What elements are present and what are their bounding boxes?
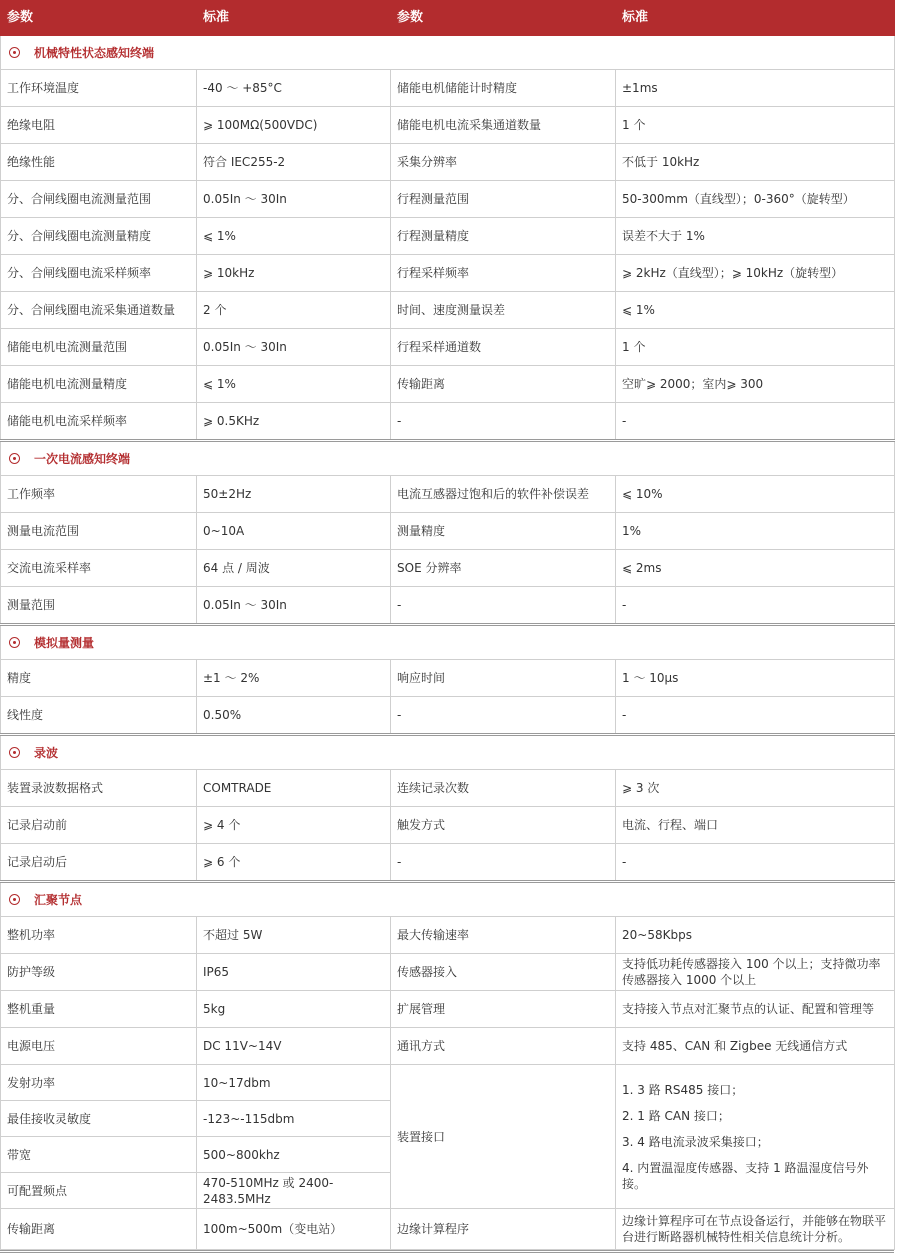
circle-dot-icon <box>9 637 20 648</box>
value-cell: 1 个 <box>616 107 895 144</box>
param-cell: 行程测量精度 <box>391 218 616 255</box>
param-cell: 测量范围 <box>1 587 197 625</box>
param-cell: 连续记录次数 <box>391 770 616 807</box>
section-title: 模拟量测量 <box>34 635 95 650</box>
table-row <box>1 329 895 366</box>
value-cell: 2 个 <box>197 292 391 329</box>
table-row <box>1 292 895 329</box>
value-cell: 5kg <box>197 991 391 1028</box>
param-cell: 测量精度 <box>391 513 616 550</box>
value-cell: 64 点 / 周波 <box>197 550 391 587</box>
param-cell: 储能电机电流测量范围 <box>1 329 197 366</box>
section-title: 汇聚节点 <box>34 892 83 907</box>
section-title-cell <box>1 625 895 660</box>
param-cell: 边缘计算程序 <box>391 1209 616 1250</box>
value-cell: ⩾ 4 个 <box>197 807 391 844</box>
param-cell: 记录启动前 <box>1 807 197 844</box>
param-cell: SOE 分辨率 <box>391 550 616 587</box>
value-cell: 支持 485、CAN 和 Zigbee 无线通信方式 <box>616 1028 895 1065</box>
table-row <box>1 807 895 844</box>
param-cell: 绝缘电阻 <box>1 107 197 144</box>
value-cell: 空旷⩾ 2000；室内⩾ 300 <box>616 366 895 403</box>
param-cell: 线性度 <box>1 697 197 735</box>
param-cell: 工作环境温度 <box>1 70 197 107</box>
table-row <box>1 107 895 144</box>
table-row <box>1 255 895 292</box>
param-cell: 整机功率 <box>1 917 197 954</box>
param-cell: 整机重量 <box>1 991 197 1028</box>
param-cell: 工作频率 <box>1 476 197 513</box>
param-cell: 采集分辨率 <box>391 144 616 181</box>
value-cell: - <box>616 844 895 882</box>
value-cell: 20~58Kbps <box>616 917 895 954</box>
table-body <box>1 36 895 1250</box>
value-cell: 不低于 10kHz <box>616 144 895 181</box>
value-cell: ⩽ 2ms <box>616 550 895 587</box>
param-cell: 扩展管理 <box>391 991 616 1028</box>
interface-label-cell: 装置接口 <box>391 1065 616 1209</box>
param-cell: - <box>391 403 616 441</box>
table-row <box>1 917 895 954</box>
section-title-cell <box>1 882 895 917</box>
section-title: 录波 <box>34 745 59 760</box>
value-cell: 边缘计算程序可在节点设备运行，并能够在物联平台进行断路器机械特性相关信息统计分析。 <box>616 1209 895 1250</box>
param-cell: 分、合闸线圈电流采集通道数量 <box>1 292 197 329</box>
table-row <box>1 550 895 587</box>
param-cell: 最佳接收灵敏度 <box>1 1101 197 1137</box>
param-cell: 发射功率 <box>1 1065 197 1101</box>
param-cell: 分、合闸线圈电流采样频率 <box>1 255 197 292</box>
table-row <box>1 587 895 625</box>
table-row <box>1 218 895 255</box>
value-cell: 50-300mm（直线型）；0-360°（旋转型） <box>616 181 895 218</box>
table-row <box>1 144 895 181</box>
value-cell: 50±2Hz <box>197 476 391 513</box>
param-cell: - <box>391 587 616 625</box>
circle-dot-icon <box>9 47 20 58</box>
section-header <box>1 36 895 70</box>
table-row <box>1 954 895 991</box>
value-cell: -40 ～ +85°C <box>197 70 391 107</box>
value-cell: ⩾ 100MΩ(500VDC) <box>197 107 391 144</box>
interface-item: 3. 4 路电流录波采集接口； <box>622 1134 769 1149</box>
table-row <box>1 844 895 882</box>
section-title-cell <box>1 441 895 476</box>
param-cell: 传输距离 <box>391 366 616 403</box>
header-standard-1: 标准 <box>197 1 391 36</box>
value-cell: ⩽ 1% <box>197 218 391 255</box>
param-cell: 行程采样通道数 <box>391 329 616 366</box>
value-cell: ⩾ 0.5KHz <box>197 403 391 441</box>
circle-dot-icon <box>9 747 20 758</box>
value-cell: 支持低功耗传感器接入 100 个以上；支持微功率传感器接入 1000 个以上 <box>616 954 895 991</box>
param-cell: 装置录波数据格式 <box>1 770 197 807</box>
param-cell: 测量电流范围 <box>1 513 197 550</box>
param-cell: - <box>391 844 616 882</box>
param-cell: 交流电流采样率 <box>1 550 197 587</box>
value-cell: -123~-115dbm <box>197 1101 391 1137</box>
param-cell: 传感器接入 <box>391 954 616 991</box>
value-cell: 0.05In ～ 30In <box>197 329 391 366</box>
param-cell: 响应时间 <box>391 660 616 697</box>
section-header <box>1 625 895 660</box>
param-cell: 带宽 <box>1 1137 197 1173</box>
value-cell: - <box>616 587 895 625</box>
param-cell: 储能电机电流采样频率 <box>1 403 197 441</box>
value-cell: 1% <box>616 513 895 550</box>
value-cell: 支持接入节点对汇聚节点的认证、配置和管理等 <box>616 991 895 1028</box>
param-cell: - <box>391 697 616 735</box>
param-cell: 传输距离 <box>1 1209 197 1250</box>
section-title: 一次电流感知终端 <box>34 451 131 466</box>
value-cell: 不超过 5W <box>197 917 391 954</box>
param-cell: 时间、速度测量误差 <box>391 292 616 329</box>
value-cell: ±1 ～ 2% <box>197 660 391 697</box>
value-cell: 0~10A <box>197 513 391 550</box>
value-cell: ⩽ 1% <box>197 366 391 403</box>
interface-item: 1. 3 路 RS485 接口； <box>622 1082 744 1097</box>
header-standard-2: 标准 <box>616 1 895 36</box>
param-cell: 精度 <box>1 660 197 697</box>
param-cell: 绝缘性能 <box>1 144 197 181</box>
value-cell: DC 11V~14V <box>197 1028 391 1065</box>
table-row <box>1 366 895 403</box>
value-cell: ⩾ 3 次 <box>616 770 895 807</box>
table-row <box>1 513 895 550</box>
param-cell: 最大传输速率 <box>391 917 616 954</box>
table-row <box>1 1028 895 1065</box>
value-cell: 误差不大于 1% <box>616 218 895 255</box>
section-header-aggregation <box>1 882 895 917</box>
value-cell: ⩽ 10% <box>616 476 895 513</box>
param-cell: 电源电压 <box>1 1028 197 1065</box>
table-row <box>1 660 895 697</box>
table-row <box>1 770 895 807</box>
circle-dot-icon <box>9 453 20 464</box>
value-cell: ⩽ 1% <box>616 292 895 329</box>
table-row <box>1 1065 895 1101</box>
table-row <box>1 70 895 107</box>
param-cell: 储能电机电流测量精度 <box>1 366 197 403</box>
value-cell: ±1ms <box>616 70 895 107</box>
param-cell: 电流互感器过饱和后的软件补偿误差 <box>391 476 616 513</box>
value-cell: ⩾ 10kHz <box>197 255 391 292</box>
value-cell: 470-510MHz 或 2400-2483.5MHz <box>197 1173 391 1209</box>
table-row <box>1 181 895 218</box>
param-cell: 分、合闸线圈电流测量范围 <box>1 181 197 218</box>
value-cell: 0.05In ～ 30In <box>197 587 391 625</box>
header-param-1: 参数 <box>1 1 197 36</box>
param-cell: 行程采样频率 <box>391 255 616 292</box>
param-cell: 通讯方式 <box>391 1028 616 1065</box>
param-cell: 记录启动后 <box>1 844 197 882</box>
param-cell: 行程测量范围 <box>391 181 616 218</box>
table-header <box>1 1 895 36</box>
section-header <box>1 441 895 476</box>
table-row <box>1 403 895 441</box>
value-cell: 100m~500m（变电站） <box>197 1209 391 1250</box>
table-row <box>1 476 895 513</box>
param-cell: 储能电机电流采集通道数量 <box>391 107 616 144</box>
value-cell: 10~17dbm <box>197 1065 391 1101</box>
interface-item: 2. 1 路 CAN 接口； <box>622 1108 730 1123</box>
table-row <box>1 991 895 1028</box>
value-cell: - <box>616 697 895 735</box>
section-title-cell <box>1 36 895 70</box>
value-cell: 0.50% <box>197 697 391 735</box>
section-title-cell <box>1 735 895 770</box>
value-cell: 1 ～ 10μs <box>616 660 895 697</box>
param-cell: 分、合闸线圈电流测量精度 <box>1 218 197 255</box>
value-cell: 500~800khz <box>197 1137 391 1173</box>
value-cell: ⩾ 2kHz（直线型）；⩾ 10kHz（旋转型） <box>616 255 895 292</box>
table-row <box>1 1209 895 1250</box>
section-title: 机械特性状态感知终端 <box>34 45 155 60</box>
param-cell: 触发方式 <box>391 807 616 844</box>
interface-item: 4. 内置温湿度传感器、支持 1 路温湿度信号外接。 <box>622 1160 869 1191</box>
value-cell: 1 个 <box>616 329 895 366</box>
section-header <box>1 735 895 770</box>
value-cell: ⩾ 6 个 <box>197 844 391 882</box>
value-cell: - <box>616 403 895 441</box>
header-param-2: 参数 <box>391 1 616 36</box>
param-cell: 防护等级 <box>1 954 197 991</box>
interface-list-cell <box>616 1065 895 1209</box>
value-cell: 0.05In ～ 30In <box>197 181 391 218</box>
value-cell: IP65 <box>197 954 391 991</box>
param-cell: 可配置频点 <box>1 1173 197 1209</box>
circle-dot-icon <box>9 894 20 905</box>
table-row <box>1 697 895 735</box>
value-cell: 符合 IEC255-2 <box>197 144 391 181</box>
value-cell: COMTRADE <box>197 770 391 807</box>
value-cell: 电流、行程、端口 <box>616 807 895 844</box>
param-cell: 储能电机储能计时精度 <box>391 70 616 107</box>
